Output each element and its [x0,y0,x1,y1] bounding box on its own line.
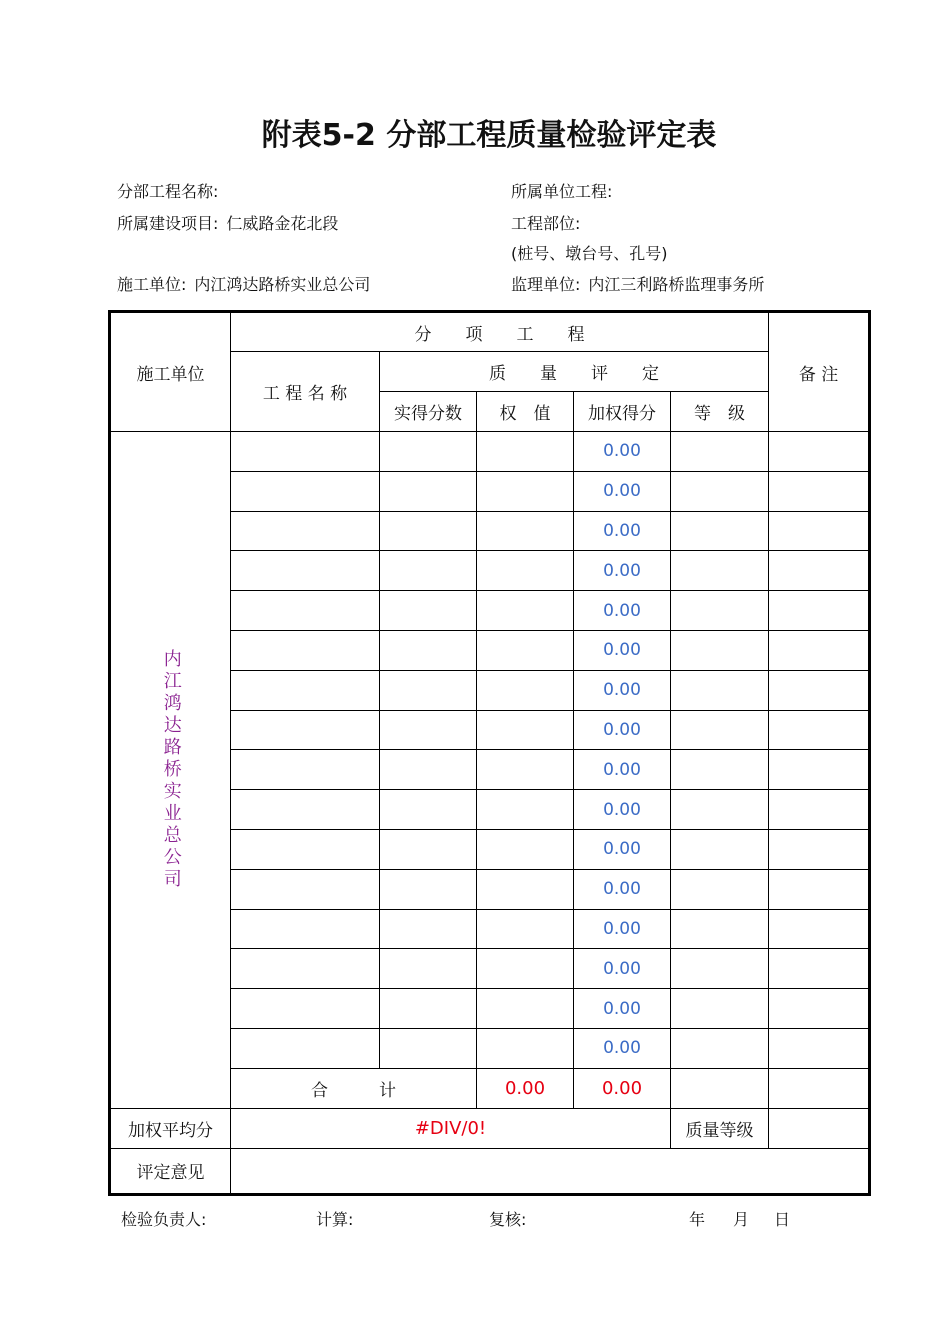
opinion-value-cell[interactable] [231,1148,870,1194]
score-cell[interactable] [380,989,477,1029]
score-cell[interactable] [380,471,477,511]
remarks-cell[interactable] [769,471,870,511]
project-name-cell[interactable] [231,471,380,511]
project-name-cell[interactable] [231,1028,380,1068]
weighted-score-cell[interactable] [574,909,671,949]
weighted-score-cell[interactable] [574,630,671,670]
remarks-cell[interactable] [769,989,870,1029]
grade-cell[interactable] [671,750,769,790]
construction-project-value: 仁威路金花北段 [226,214,339,233]
weighted-score-value: 0.00 [603,719,641,740]
grade-cell[interactable] [671,630,769,670]
weighted-score-value: 0.00 [603,839,641,860]
weighted-score-value: 0.00 [603,640,641,661]
average-label: 加权平均分 [110,1108,231,1148]
footer-inspector: 检验负责人: [121,1210,207,1229]
header-weight: 权 值 [477,392,574,432]
weighted-score-value: 0.00 [603,879,641,900]
weighted-score-value: 0.00 [603,799,641,820]
weighted-score-cell[interactable] [574,989,671,1029]
project-name-cell[interactable] [231,750,380,790]
footer-year: 年 [689,1210,706,1229]
score-cell[interactable] [380,1028,477,1068]
remarks-cell[interactable] [769,551,870,591]
header-weighted-score: 加权得分 [574,392,671,432]
footer-month: 月 [733,1210,750,1229]
project-name-cell[interactable] [231,909,380,949]
weighted-score-cell[interactable] [574,790,671,830]
remarks-cell[interactable] [769,511,870,551]
weight-cell[interactable] [477,551,574,591]
weight-cell[interactable] [477,949,574,989]
grade-cell[interactable] [671,829,769,869]
total-weight-value: 0.00 [504,1077,546,1099]
average-value: #DIV/0! [414,1117,487,1139]
supervisor-label: 监理单位: [511,275,581,294]
weight-cell[interactable] [477,432,574,472]
average-value-cell [231,1108,671,1148]
weight-cell[interactable] [477,1028,574,1068]
weight-cell[interactable] [477,710,574,750]
weighted-score-value: 0.00 [603,481,641,502]
score-cell[interactable] [380,869,477,909]
weighted-score-cell[interactable] [574,591,671,631]
weighted-score-value: 0.00 [603,958,641,979]
remarks-cell[interactable] [769,909,870,949]
remarks-cell[interactable] [769,432,870,472]
weight-cell[interactable] [477,829,574,869]
grade-cell[interactable] [671,551,769,591]
score-cell[interactable] [380,591,477,631]
grade-cell[interactable] [671,511,769,551]
weighted-score-value: 0.00 [603,1038,641,1059]
total-grade-cell[interactable] [671,1068,769,1108]
weighted-score-cell[interactable] [574,551,671,591]
weight-cell[interactable] [477,471,574,511]
grade-cell[interactable] [671,1028,769,1068]
remarks-cell[interactable] [769,790,870,830]
quality-grade-value-cell[interactable] [769,1108,870,1148]
grade-cell[interactable] [671,790,769,830]
weight-cell[interactable] [477,750,574,790]
score-cell[interactable] [380,750,477,790]
weighted-score-value: 0.00 [603,600,641,621]
weight-cell[interactable] [477,670,574,710]
opinion-row [110,1148,870,1194]
grade-cell[interactable] [671,670,769,710]
header-remarks: 备 注 [769,312,870,432]
opinion-label: 评定意见 [110,1148,231,1194]
remarks-cell[interactable] [769,710,870,750]
remarks-cell[interactable] [769,949,870,989]
header-grade: 等 级 [671,392,769,432]
header-items-group: 分 项 工 程 [231,312,769,352]
contractor-vertical-name: 内江鸿达路桥实业总公司 [160,648,182,891]
weighted-score-value: 0.00 [603,520,641,541]
project-name-cell[interactable] [231,949,380,989]
weighted-score-cell[interactable] [574,710,671,750]
score-cell[interactable] [380,432,477,472]
total-remarks-cell[interactable] [769,1068,870,1108]
footer-calculation: 计算: [316,1210,354,1229]
project-name-cell[interactable] [231,790,380,830]
header-quality-group: 质 量 评 定 [380,352,769,392]
project-name-cell[interactable] [231,591,380,631]
construction-project-label: 所属建设项目: [117,214,219,233]
contractor-label: 施工单位: [117,275,187,294]
grade-cell[interactable] [671,989,769,1029]
header-contractor: 施工单位 [110,312,231,432]
location-field [511,211,588,234]
weight-cell[interactable] [477,630,574,670]
header-project-name: 工 程 名 称 [231,352,380,432]
total-weight-cell [477,1068,574,1108]
project-name-cell[interactable] [231,511,380,551]
project-name-cell[interactable] [231,670,380,710]
weighted-score-cell[interactable] [574,432,671,472]
project-name-cell[interactable] [231,989,380,1029]
remarks-cell[interactable] [769,630,870,670]
weight-cell[interactable] [477,909,574,949]
quality-grade-label: 质量等级 [671,1108,769,1148]
project-name-cell[interactable] [231,630,380,670]
contractor-field [117,272,370,295]
project-name-cell[interactable] [231,710,380,750]
weighted-score-value: 0.00 [603,759,641,780]
supervisor-value: 内江三利路桥监理事务所 [588,275,765,294]
project-name-cell[interactable] [231,551,380,591]
weighted-score-cell[interactable] [574,471,671,511]
weighted-score-value: 0.00 [603,560,641,581]
weighted-score-value: 0.00 [603,680,641,701]
weighted-score-cell[interactable] [574,750,671,790]
total-weighted-value: 0.00 [601,1077,643,1099]
remarks-cell[interactable] [769,829,870,869]
weighted-score-value: 0.00 [603,998,641,1019]
score-cell[interactable] [380,710,477,750]
evaluation-table [108,310,871,1196]
weighted-score-cell[interactable] [574,511,671,551]
weighted-score-value: 0.00 [603,441,641,462]
project-name-cell[interactable] [231,829,380,869]
project-name-cell[interactable] [231,869,380,909]
construction-project-field [117,211,338,234]
weight-cell[interactable] [477,591,574,631]
project-name-cell[interactable] [231,432,380,472]
header-score: 实得分数 [380,392,477,432]
score-cell[interactable] [380,949,477,989]
page-title: 附表5-2 分部工程质量检验评定表 [261,118,717,153]
contractor-vertical-cell [110,432,231,1109]
grade-cell[interactable] [671,591,769,631]
remarks-cell[interactable] [769,869,870,909]
weighted-score-cell[interactable] [574,829,671,869]
contractor-value: 内江鸿达路桥实业总公司 [194,275,371,294]
average-row [110,1108,870,1148]
table-row [110,432,870,472]
remarks-cell[interactable] [769,750,870,790]
location-hint: (桩号、墩台号、孔号) [511,244,668,263]
remarks-cell[interactable] [769,591,870,631]
total-weighted-cell [574,1068,671,1108]
score-cell[interactable] [380,630,477,670]
grade-cell[interactable] [671,909,769,949]
grade-cell[interactable] [671,710,769,750]
score-cell[interactable] [380,829,477,869]
remarks-cell[interactable] [769,1028,870,1068]
score-cell[interactable] [380,909,477,949]
subproject-label: 分部工程名称: [117,182,219,201]
weighted-score-cell[interactable] [574,670,671,710]
subproject-field [117,179,226,202]
supervisor-field [511,272,764,295]
remarks-cell[interactable] [769,670,870,710]
grade-cell[interactable] [671,432,769,472]
score-cell[interactable] [380,511,477,551]
unit-project-field [511,179,620,202]
weighted-score-cell[interactable] [574,1028,671,1068]
total-label: 合 计 [231,1068,477,1108]
weighted-score-cell[interactable] [574,949,671,989]
grade-cell[interactable] [671,471,769,511]
weighted-score-cell[interactable] [574,869,671,909]
score-cell[interactable] [380,790,477,830]
footer-review: 复核: [489,1210,527,1229]
footer-day: 日 [774,1210,791,1229]
score-cell[interactable] [380,670,477,710]
score-cell[interactable] [380,551,477,591]
weight-cell[interactable] [477,869,574,909]
grade-cell[interactable] [671,869,769,909]
unit-project-label: 所属单位工程: [511,182,613,201]
weight-cell[interactable] [477,989,574,1029]
weighted-score-value: 0.00 [603,918,641,939]
weight-cell[interactable] [477,511,574,551]
location-label: 工程部位: [511,214,581,233]
weight-cell[interactable] [477,790,574,830]
grade-cell[interactable] [671,949,769,989]
